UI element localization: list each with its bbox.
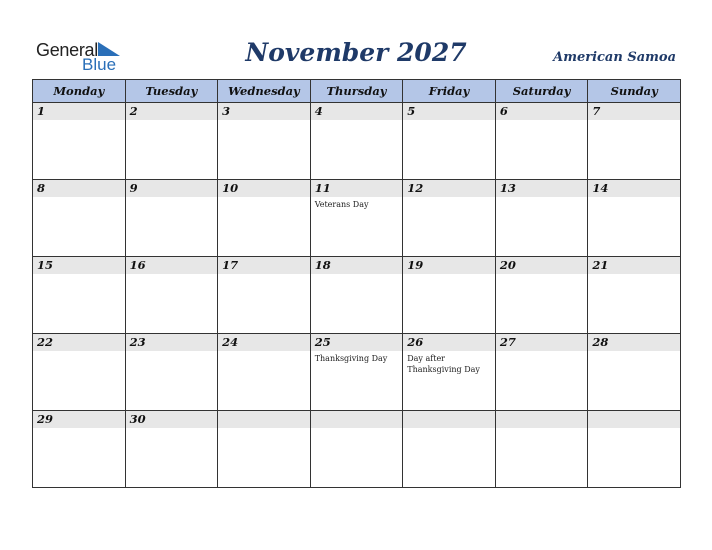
day-number: 22 — [37, 335, 54, 349]
day-number: 20 — [499, 258, 516, 272]
day-cell-content — [126, 411, 218, 487]
day-cell-content — [588, 411, 680, 487]
day-number: 24 — [222, 335, 239, 349]
day-cell — [495, 411, 588, 488]
day-cell-content — [588, 257, 680, 333]
day-cell-content — [588, 103, 680, 179]
day-number: 26 — [407, 335, 424, 349]
holiday-label: Veterans Day — [314, 200, 369, 209]
weekday-header: Sunday — [588, 80, 681, 103]
day-cell — [33, 103, 126, 180]
day-cell — [218, 334, 311, 411]
calendar-title: November 2027 — [245, 38, 467, 67]
day-number: 15 — [37, 258, 54, 272]
day-number-bar — [218, 103, 310, 120]
day-cell — [218, 103, 311, 180]
day-cell-content — [218, 334, 310, 410]
weekday-header: Monday — [33, 80, 126, 103]
day-number-bar — [126, 103, 218, 120]
day-number: 8 — [37, 181, 46, 195]
day-cell — [588, 180, 681, 257]
region-name: American Samoa — [553, 50, 676, 65]
day-cell — [125, 334, 218, 411]
day-cell-content — [33, 334, 125, 410]
day-number-bar — [33, 103, 125, 120]
day-number: 21 — [592, 258, 609, 272]
day-number: 27 — [499, 335, 516, 349]
day-cell-content — [403, 411, 495, 487]
day-cell — [495, 334, 588, 411]
day-number-bar — [218, 411, 310, 428]
holiday-label: Day after Thanksgiving Day — [407, 354, 480, 374]
day-number: 30 — [129, 412, 146, 426]
day-cell — [33, 334, 126, 411]
day-cell-content — [33, 180, 125, 256]
day-number-bar — [311, 103, 403, 120]
day-number: 18 — [314, 258, 331, 272]
day-number: 25 — [314, 335, 331, 349]
day-number-bar — [496, 103, 588, 120]
day-number-bar — [33, 180, 125, 197]
day-number: 16 — [129, 258, 146, 272]
day-number: 13 — [499, 181, 516, 195]
day-cell — [33, 257, 126, 334]
day-cell-content — [311, 103, 403, 179]
day-number-bar — [311, 411, 403, 428]
day-cell — [588, 257, 681, 334]
day-cell-content — [126, 180, 218, 256]
day-cell-content — [403, 257, 495, 333]
day-number: 5 — [407, 104, 416, 118]
day-cell-content — [33, 411, 125, 487]
day-cell-content — [496, 334, 588, 410]
day-cell-content — [496, 180, 588, 256]
day-cell — [125, 180, 218, 257]
weekday-header: Tuesday — [125, 80, 218, 103]
day-number: 14 — [592, 181, 609, 195]
day-number: 17 — [222, 258, 239, 272]
day-number: 9 — [129, 181, 138, 195]
day-cell-content — [588, 180, 680, 256]
day-cell — [33, 411, 126, 488]
day-number-bar — [496, 411, 588, 428]
day-cell — [218, 180, 311, 257]
day-cell — [125, 103, 218, 180]
day-cell — [125, 257, 218, 334]
day-cell-content — [403, 180, 495, 256]
day-number: 7 — [592, 104, 601, 118]
day-cell-content — [311, 257, 403, 333]
day-cell-content — [126, 334, 218, 410]
day-cell-content — [311, 180, 403, 256]
day-cell-content — [311, 334, 403, 410]
day-number: 4 — [314, 104, 323, 118]
weekday-header: Saturday — [495, 80, 588, 103]
day-cell-content — [496, 103, 588, 179]
day-cell — [310, 103, 403, 180]
day-number: 1 — [37, 104, 46, 118]
day-cell-content — [126, 103, 218, 179]
day-number: 3 — [222, 104, 231, 118]
day-cell — [403, 334, 496, 411]
day-cell — [310, 334, 403, 411]
day-cell — [33, 180, 126, 257]
day-number: 10 — [222, 181, 239, 195]
week-row — [33, 257, 681, 334]
day-cell-content — [496, 257, 588, 333]
week-row — [33, 103, 681, 180]
logo-text-general: General — [36, 40, 98, 60]
week-row — [33, 334, 681, 411]
day-cell-content — [403, 103, 495, 179]
day-cell-content — [496, 411, 588, 487]
day-number: 11 — [314, 181, 331, 195]
logo-text-blue: Blue — [82, 55, 117, 74]
day-number-bar — [588, 411, 680, 428]
weekday-header: Friday — [403, 80, 496, 103]
day-cell — [403, 411, 496, 488]
day-cell — [403, 103, 496, 180]
day-number: 23 — [129, 335, 146, 349]
day-cell — [310, 257, 403, 334]
day-cell — [310, 180, 403, 257]
weekday-header: Wednesday — [218, 80, 311, 103]
day-number-bar — [588, 103, 680, 120]
day-number: 29 — [37, 412, 54, 426]
day-cell — [403, 180, 496, 257]
day-number-bar — [126, 180, 218, 197]
day-number-bar — [403, 411, 495, 428]
day-cell-content — [311, 411, 403, 487]
day-number: 6 — [499, 104, 508, 118]
weekday-header-row — [33, 80, 681, 103]
day-number: 2 — [129, 104, 138, 118]
day-cell-content — [126, 257, 218, 333]
day-number: 12 — [407, 181, 424, 195]
day-cell — [588, 103, 681, 180]
day-number: 19 — [407, 258, 424, 272]
day-number-bar — [403, 103, 495, 120]
day-cell-content — [218, 103, 310, 179]
day-cell — [218, 411, 311, 488]
day-cell-content — [218, 411, 310, 487]
day-cell — [495, 180, 588, 257]
day-cell-content — [218, 257, 310, 333]
day-cell — [588, 411, 681, 488]
calendar-grid — [32, 79, 681, 488]
day-cell — [588, 334, 681, 411]
day-cell-content — [218, 180, 310, 256]
week-row — [33, 180, 681, 257]
holiday-label: Thanksgiving Day — [314, 354, 388, 363]
day-cell — [495, 103, 588, 180]
day-cell — [218, 257, 311, 334]
day-cell-content — [33, 103, 125, 179]
day-cell-content — [588, 334, 680, 410]
day-cell — [495, 257, 588, 334]
day-cell — [125, 411, 218, 488]
week-row — [33, 411, 681, 488]
day-cell-content — [403, 334, 495, 410]
day-cell — [310, 411, 403, 488]
day-cell — [403, 257, 496, 334]
day-number: 28 — [592, 335, 609, 349]
weekday-header: Thursday — [310, 80, 403, 103]
day-cell-content — [33, 257, 125, 333]
